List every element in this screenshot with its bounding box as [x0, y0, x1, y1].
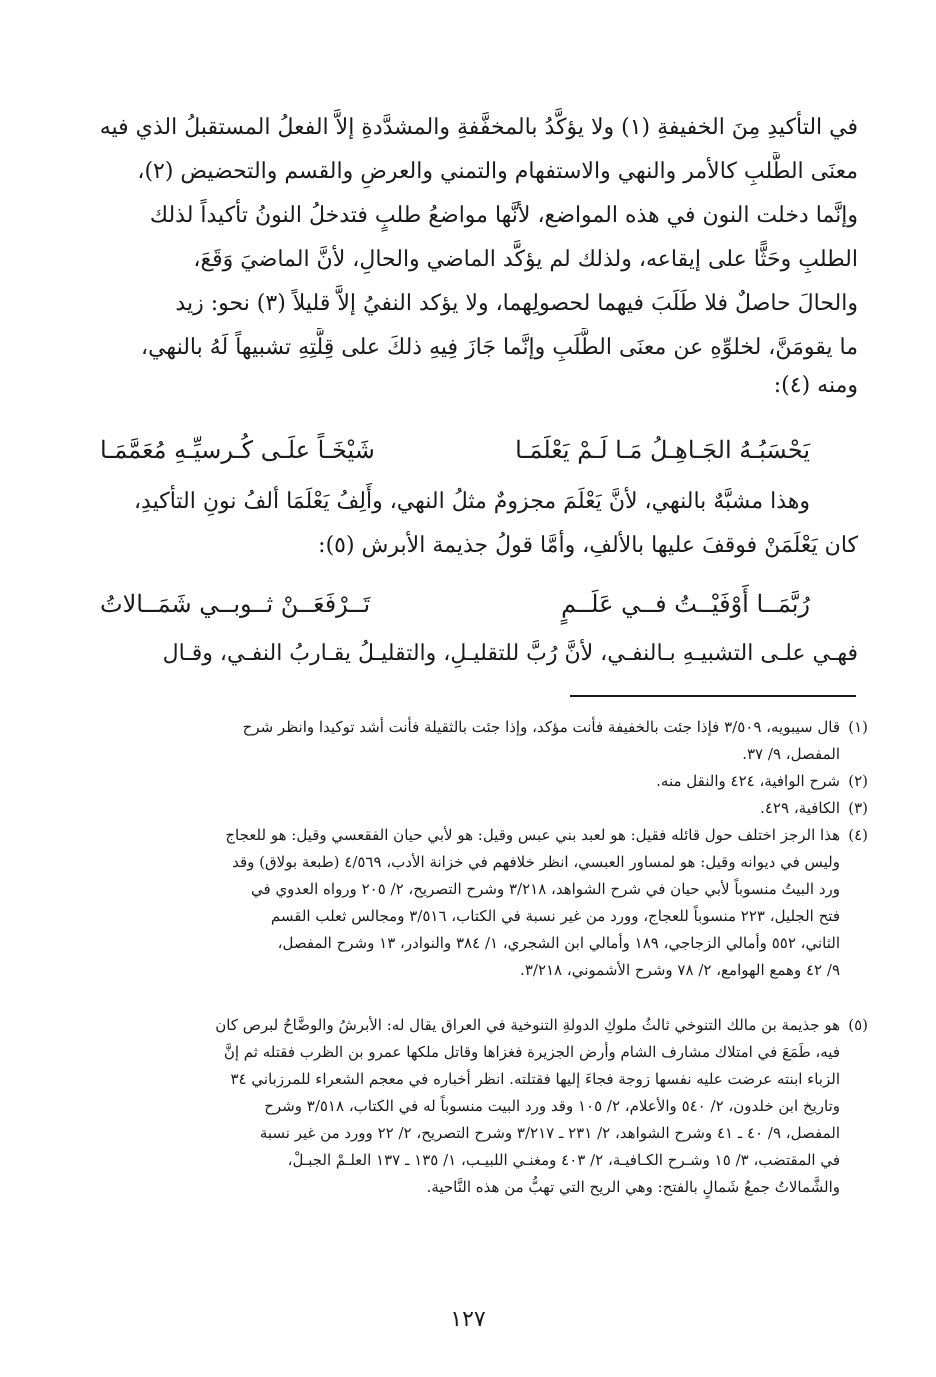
footnote-text: ورد البيتُ منسوباً لأبي حيان في شرح الشواهد، ٣/٢١٨ وشرح التصريح، ٢/ ٢٠٥ ورواه العدوي في	[251, 880, 840, 898]
body-line: كان يَعْلَمَنْ فوقفَ عليها بالألفِ، وأمَّا قولُ جذيمة الأبرش (٥):	[318, 533, 858, 558]
footnote-text: الكافية، ٤٢٩.	[760, 799, 840, 817]
footnote	[78, 822, 868, 849]
footnote-text: شرح الوافية، ٤٢٤ والنقل منه.	[656, 772, 840, 790]
body-line: ما يقومَنَّ، لخلوِّهِ عن معنَى الطَّلَبِ وإنَّما جَازَ فِيهِ ذلكَ على قِلَّتِهِ تشبيهاً لَهُ بالنهي،	[140, 335, 858, 360]
footnote-text: فتح الجليل، ٢٢٣ منسوباً للعجاج، وورد من غير نسبة في الكتاب، ٣/٥١٦ ومجالس ثعلب القسم	[270, 907, 840, 925]
footnote-number: (٣)	[848, 799, 868, 817]
footnote	[78, 795, 868, 822]
footnote-divider	[570, 695, 856, 697]
footnote-text: الثاني، ٥٥٢ وأمالي الزجاجي، ١٨٩ وأمالي ابن الشجري، ١/ ٣٨٤ والنوادر، ١٣ وشرح المفصل،	[277, 934, 840, 952]
footnote	[78, 768, 868, 795]
footnote-text: ٩/ ٤٢ وهمع الهوامع، ٢/ ٧٨ وشرح الأشموني، ٣/٢١٨.	[520, 961, 840, 979]
footnote-number: (٤)	[848, 826, 868, 844]
body-line: وإنَّما دخلت النون في هذه المواضع، لأنَّها مواضعُ طلبٍ فتدخلُ النونُ تأكيداً لذلك	[149, 203, 858, 228]
verse1-second-hemistich: شَيْخَـاً علَـى كُـرسيِّـهِ مُعَمَّمَـا	[100, 436, 375, 464]
footnote-text: المفصل، ٩/ ٤٠ ـ ٤١ وشرح الشواهد، ٢/ ٢٣١ ـ ٣/٢١٧ وشرح التصريح، ٢/ ٢٢ وورد من غير نسبة	[259, 1124, 840, 1142]
body-line: فهـي علـى التشبيـهِ بـالنفـي، لأنَّ رُبَّ للتقليـلِ، والتقليـلُ يقـاربُ النفـي، وقـال	[162, 641, 858, 666]
body-line: ومنه (٤):	[773, 373, 858, 398]
footnote	[78, 714, 868, 741]
footnote-number: (٥)	[848, 1016, 868, 1034]
verse1-first-hemistich: يَحْسَبُـهُ الجَـاهِـلُ مَـا لَـمْ يَعْلَمَـا	[515, 436, 810, 464]
page-number: ١٢٧	[450, 1307, 486, 1332]
body-line: معنَى الطَّلبِ كالأمر والنهي والاستفهام والتمني والعرضِ والقسم والتحضيض (٢)،	[137, 159, 858, 184]
footnote	[78, 1012, 868, 1039]
footnote-text: هو جذيمة بن مالك التنوخي ثالثُ ملوكِ الدولةِ التنوخية في العراق يقال له: الأبرشُ والوضَّاحُ لبرص كان	[215, 1016, 840, 1034]
body-line: الطلبِ وحَثًّا على إيقاعه، ولذلك لم يؤكَّد الماضي والحالِ، لأنَّ الماضيَ وَقَعَ،	[193, 247, 858, 272]
verse2-first-hemistich: رُبَّمَــا أَوْفَيْــتُ فــي عَلَــمٍ	[561, 590, 810, 618]
footnote-text: وتاريخ ابن خلدون، ٢/ ٥٤٠ والأعلام، ٢/ ١٠٥ وقد ورد البيت منسوباً له في الكتاب، ٣/٥١٨ وشرح	[264, 1097, 840, 1115]
footnote-number: (٢)	[848, 772, 868, 790]
footnote-text: والشَّمالاتُ جمعُ شَمالٍ بالفتح: وهي الريح التي تهبُّ من هذه النَّاحية.	[426, 1178, 840, 1196]
footnote-text: هذا الرجز اختلف حول قائله فقيل: هو لعبد بني عبس وقيل: هو لأبي حيان الفقعسي وقيل: هو للعجاج	[225, 826, 840, 844]
footnote-text: في المقتضب، ٣/ ١٥ وشـرح الكـافيـة، ٢/ ٤٠٣ ومغنـي اللبيـب، ١/ ١٣٥ ـ ١٣٧ العلـمْ الجبـلْ،	[287, 1151, 840, 1169]
verse2-second-hemistich: تَــرْفَعَــنْ ثــوبــي شَمَــالاتُ	[100, 590, 371, 618]
footnote-text: قال سيبويه، ٣/٥٠٩ فإذا جئت بالخفيفة فأنت مؤكد، وإذا جئت بالثقيلة فأنت أشد توكيدا وانظر شرح	[242, 718, 840, 736]
footnote-text: وليس في ديوانه وقيل: هو لمساور العبسي، انظر خلافهم في خزانة الأدب، ٤/٥٦٩ (طبعة بولاق) وقد	[232, 853, 840, 871]
footnote-text: المفصل، ٩/ ٣٧.	[742, 745, 840, 763]
body-line: وهذا مشبَّهٌ بالنهي، لأنَّ يَعْلَمَ مجزومٌ مثلُ النهي، وأَلِفُ يَعْلَمَا ألفُ نونِ التأكيدِ،	[133, 489, 810, 514]
footnote-text: الزباء ابنته عرضت عليه نفسها زوجة فجاءَ إليها فقتلته. انظر أخباره في معجم الشعراء للمرزباني ٣٤	[230, 1070, 840, 1088]
body-line: في التأكيدِ مِنَ الخفيفةِ (١) ولا يؤكَّدُ بالمخفَّفةِ والمشدَّدةِ إلاَّ الفعلُ المستقبلُ الذي فيه	[99, 115, 858, 140]
footnote-number: (١)	[848, 718, 868, 736]
footnote-text: فيه، طَمَعَ في امتلاك مشارف الشام وأرض الجزيرة فغزاها وقاتل ملكها عمرو بن الظرب فقتله ثم إنَّ	[223, 1043, 840, 1061]
body-line: والحالَ حاصلٌ فلا طَلَبَ فيهما لحصولِهما، ولا يؤكد النفيُ إلاَّ قليلاً (٣) نحو: زيد	[175, 291, 858, 316]
